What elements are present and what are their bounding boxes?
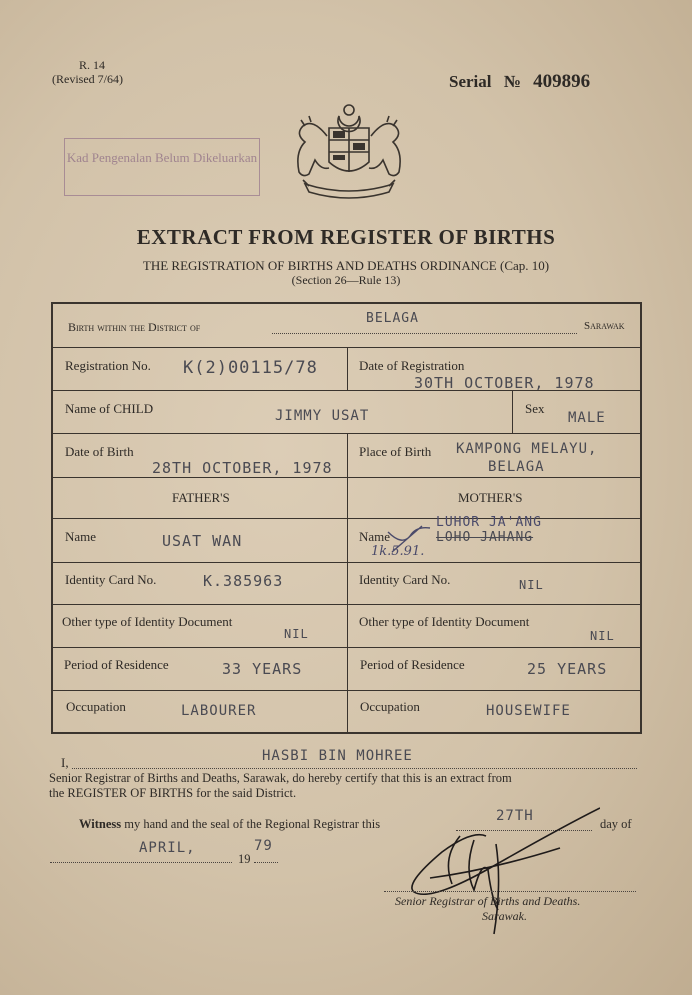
- signature-title-2: Sarawak.: [482, 909, 527, 923]
- stamp-text: Kad Pengenalan Belum Dikeluarkan: [66, 150, 258, 165]
- date-of-birth-label: Date of Birth: [65, 444, 134, 459]
- serial-number-symbol: №: [503, 72, 521, 91]
- registrar-name: HASBI BIN MOHREE: [262, 748, 413, 764]
- certification-statement-2: the REGISTER OF BIRTHS for the said District.: [49, 786, 297, 800]
- month-value: APRIL,: [139, 840, 196, 856]
- father-other-id-value: NIL: [284, 627, 309, 641]
- sex-value: MALE: [568, 410, 606, 426]
- serial-number: 409896: [533, 71, 591, 92]
- mother-other-id-value: NIL: [590, 629, 615, 643]
- mother-other-id-label: Other type of Identity Document: [359, 614, 530, 629]
- place-of-birth-line1: KAMPONG MELAYU,: [456, 441, 598, 457]
- serial-label-text: Serial: [449, 72, 492, 91]
- mother-heading: MOTHER'S: [458, 490, 523, 505]
- child-name-value: JIMMY USAT: [275, 408, 370, 424]
- registration-date-label: Date of Registration: [359, 358, 465, 373]
- registration-date-value: 30TH OCTOBER, 1978: [414, 374, 595, 392]
- date-of-birth-value: 28TH OCTOBER, 1978: [152, 459, 333, 477]
- correction-mark: [386, 522, 434, 556]
- document-section: (Section 26—Rule 13): [291, 273, 401, 287]
- father-occupation-label: Occupation: [66, 699, 126, 714]
- day-label: day of: [600, 817, 632, 831]
- district-value: BELAGA: [366, 311, 419, 326]
- mother-name-corrected: LUHOR JA'ANG: [436, 515, 542, 530]
- place-of-birth-line2: BELAGA: [488, 459, 545, 475]
- place-of-birth-label: Place of Birth: [359, 444, 432, 459]
- father-residence-label: Period of Residence: [64, 657, 169, 672]
- sex-label: Sex: [525, 401, 545, 416]
- mother-residence-value: 25 YEARS: [527, 660, 608, 678]
- father-ic-label: Identity Card No.: [65, 572, 157, 587]
- identity-card-stamp: [64, 138, 260, 196]
- father-residence-value: 33 YEARS: [222, 660, 303, 678]
- signature-title-1: Senior Registrar of Births and Deaths.: [395, 894, 581, 908]
- document-subtitle: THE REGISTRATION OF BIRTHS AND DEATHS ORDINANCE (Cap. 10): [142, 258, 550, 273]
- child-name-label: Name of CHILD: [65, 401, 154, 416]
- witness-bold: Witness: [79, 817, 122, 831]
- witness-line: [79, 817, 380, 832]
- certification-statement-1: Senior Registrar of Births and Deaths, Sarawak, do hereby certify that this is an extract from: [49, 771, 512, 785]
- district-suffix: Sarawak: [584, 320, 625, 332]
- registration-number-label: Registration No.: [65, 358, 151, 373]
- coat-of-arms-emblem: [285, 100, 415, 202]
- year-prefix: 19: [238, 852, 251, 866]
- witness-text: my hand and the seal of the Regional Registrar this: [124, 817, 381, 831]
- father-name-label: Name: [65, 529, 97, 544]
- father-heading: FATHER'S: [172, 490, 230, 505]
- document-title: EXTRACT FROM REGISTER OF BIRTHS: [136, 225, 556, 249]
- father-occupation-value: LABOURER: [181, 703, 257, 719]
- registration-number-value: K(2)00115/78: [183, 358, 318, 378]
- mother-name-struck: LOHO JAHANG: [436, 530, 534, 545]
- mother-name-correction-note: 1k.5.91.: [371, 544, 425, 559]
- mother-occupation-label: Occupation: [360, 699, 420, 714]
- mother-name-label: Name: [359, 529, 391, 544]
- day-value: 27TH: [496, 808, 534, 824]
- district-label: Birth within the District of: [68, 320, 201, 334]
- father-name-value: USAT WAN: [162, 532, 243, 550]
- father-other-id-label: Other type of Identity Document: [62, 614, 233, 629]
- year-value: 79: [254, 838, 273, 854]
- revised-date: (Revised 7/64): [52, 72, 123, 86]
- form-code: R. 14: [79, 58, 106, 72]
- mother-ic-value: NIL: [519, 578, 544, 592]
- father-ic-value: K.385963: [203, 572, 284, 590]
- certification-i: I,: [61, 755, 69, 770]
- serial-label: [449, 71, 590, 93]
- mother-ic-label: Identity Card No.: [359, 572, 451, 587]
- mother-occupation-value: HOUSEWIFE: [486, 703, 571, 719]
- mother-residence-label: Period of Residence: [360, 657, 465, 672]
